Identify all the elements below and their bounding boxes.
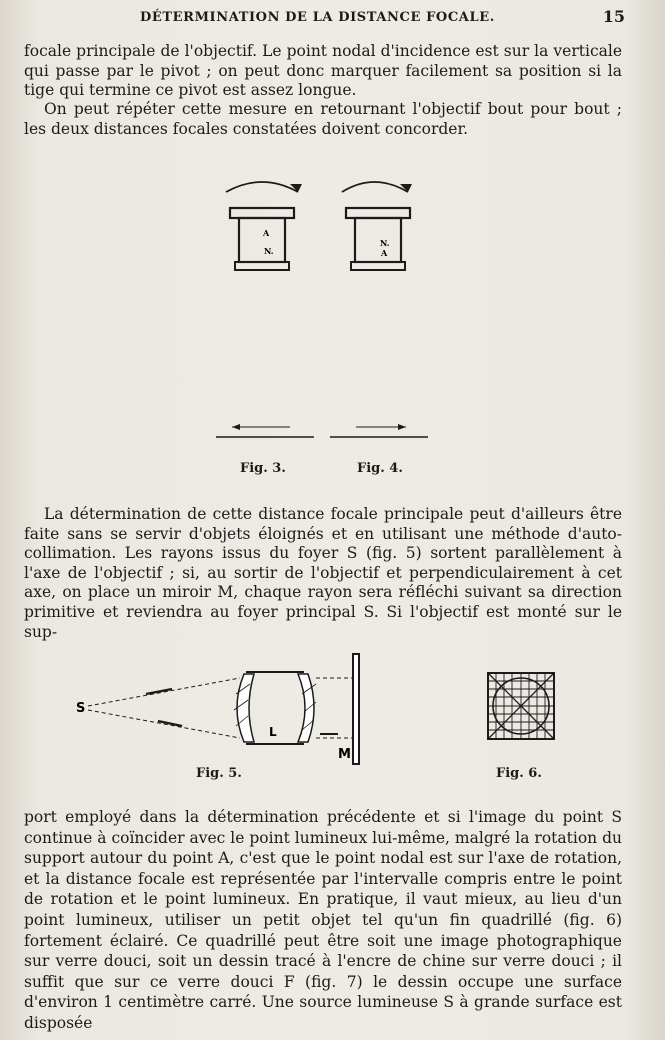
fig4-caption: Fig. 4. [357,461,403,476]
fig3-label-n: N. [264,246,274,256]
fig4-lens-body [355,218,401,262]
figure-6 [487,672,555,740]
fig5-label-m: M [338,747,351,762]
paragraph-2 [24,100,622,139]
paragraph-1: focale principale de l'objectif. Le point nodal d'incidence est sur la verticale qui passe par le pivot ; on peut donc marquer facilement sa position si la tige qui termine ce pivot est assez longue. [24,42,622,100]
fig6-caption: Fig. 6. [496,766,542,781]
fig5-ray-lower [88,710,240,738]
paragraph-2-text: On peut répéter cette mesure en retournant l'objectif bout pour bout ; les deux distances focales constatées doivent concorder. [24,100,622,138]
fig5-label-l: L [269,725,277,739]
fig5-label-s: S [76,701,86,716]
fig4-ray-arrowhead [398,424,406,430]
fig4-label-n: N. [380,238,390,248]
figure-4 [330,170,450,440]
fig4-lens-cap-top [346,208,410,218]
fig3-lens-cap-top [230,208,294,218]
fig4-lens-base [351,262,405,270]
fig3-lens-body [239,218,285,262]
fig4-rotation-arrow [342,182,408,192]
fig3-rotation-arrow [226,182,298,192]
paragraph-4: port employé dans la détermination précédente et si l'image du point S continue à coïncider avec le point lumineux lui-même, malgré la rotation du support autour du point A, c'est que le point nodal est sur l'axe de rotation, et la distance focale est représentée par l'intervalle compris entre le point de rotation et le point lumineux. En pratique, il vaut mieux, au lieu d'un point lumineux, utiliser un petit objet tel qu'un fin quadrillé (fig. 6) fortement éclairé. Ce quadrillé peut être soit une image photographique sur verre douci, soit un dessin tracé à l'encre de chine sur verre douci ; il suffit que sur ce verre douci F (fig. 7) le dessin occupe une surface d'environ 1 centimètre carré. Une source lumineuse S à grande surface est disposée [24,808,622,1032]
paragraph-3-text: La détermination de cette distance focale principale peut d'ailleurs être faite sans se servir d'objets éloignés et en utilisant une méthode d'auto-collimation. Les rayons issus du foyer S (fig. 5) sortent parallèlement à l'axe de l'objectif ; si, au sortir de l'objectif et perpendiculairement à cet axe, on place un miroir M, chaque rayon sera réfléchi suivant sa direction primitive et reviendra au foyer principal S. Si l'objectif est monté sur le sup- [24,505,622,641]
fig5-mirror [353,654,359,764]
paragraph-3 [24,505,622,642]
fig5-lens-left [237,674,254,742]
fig3-lens-base [235,262,289,270]
figure-3 [210,170,330,440]
fig5-arrow-lower [158,721,182,726]
running-title: DÉTERMINATION DE LA DISTANCE FOCALE. [140,10,495,25]
fig5-ray-upper [88,678,240,706]
fig5-lens-right [298,674,314,742]
fig3-ray-arrowhead [232,424,240,430]
page-number: 15 [602,7,625,26]
fig5-caption: Fig. 5. [196,766,242,781]
fig3-caption: Fig. 3. [240,461,286,476]
figure-5 [76,654,376,764]
fig4-label-a: A [381,248,388,258]
fig3-label-a: A [263,228,270,238]
